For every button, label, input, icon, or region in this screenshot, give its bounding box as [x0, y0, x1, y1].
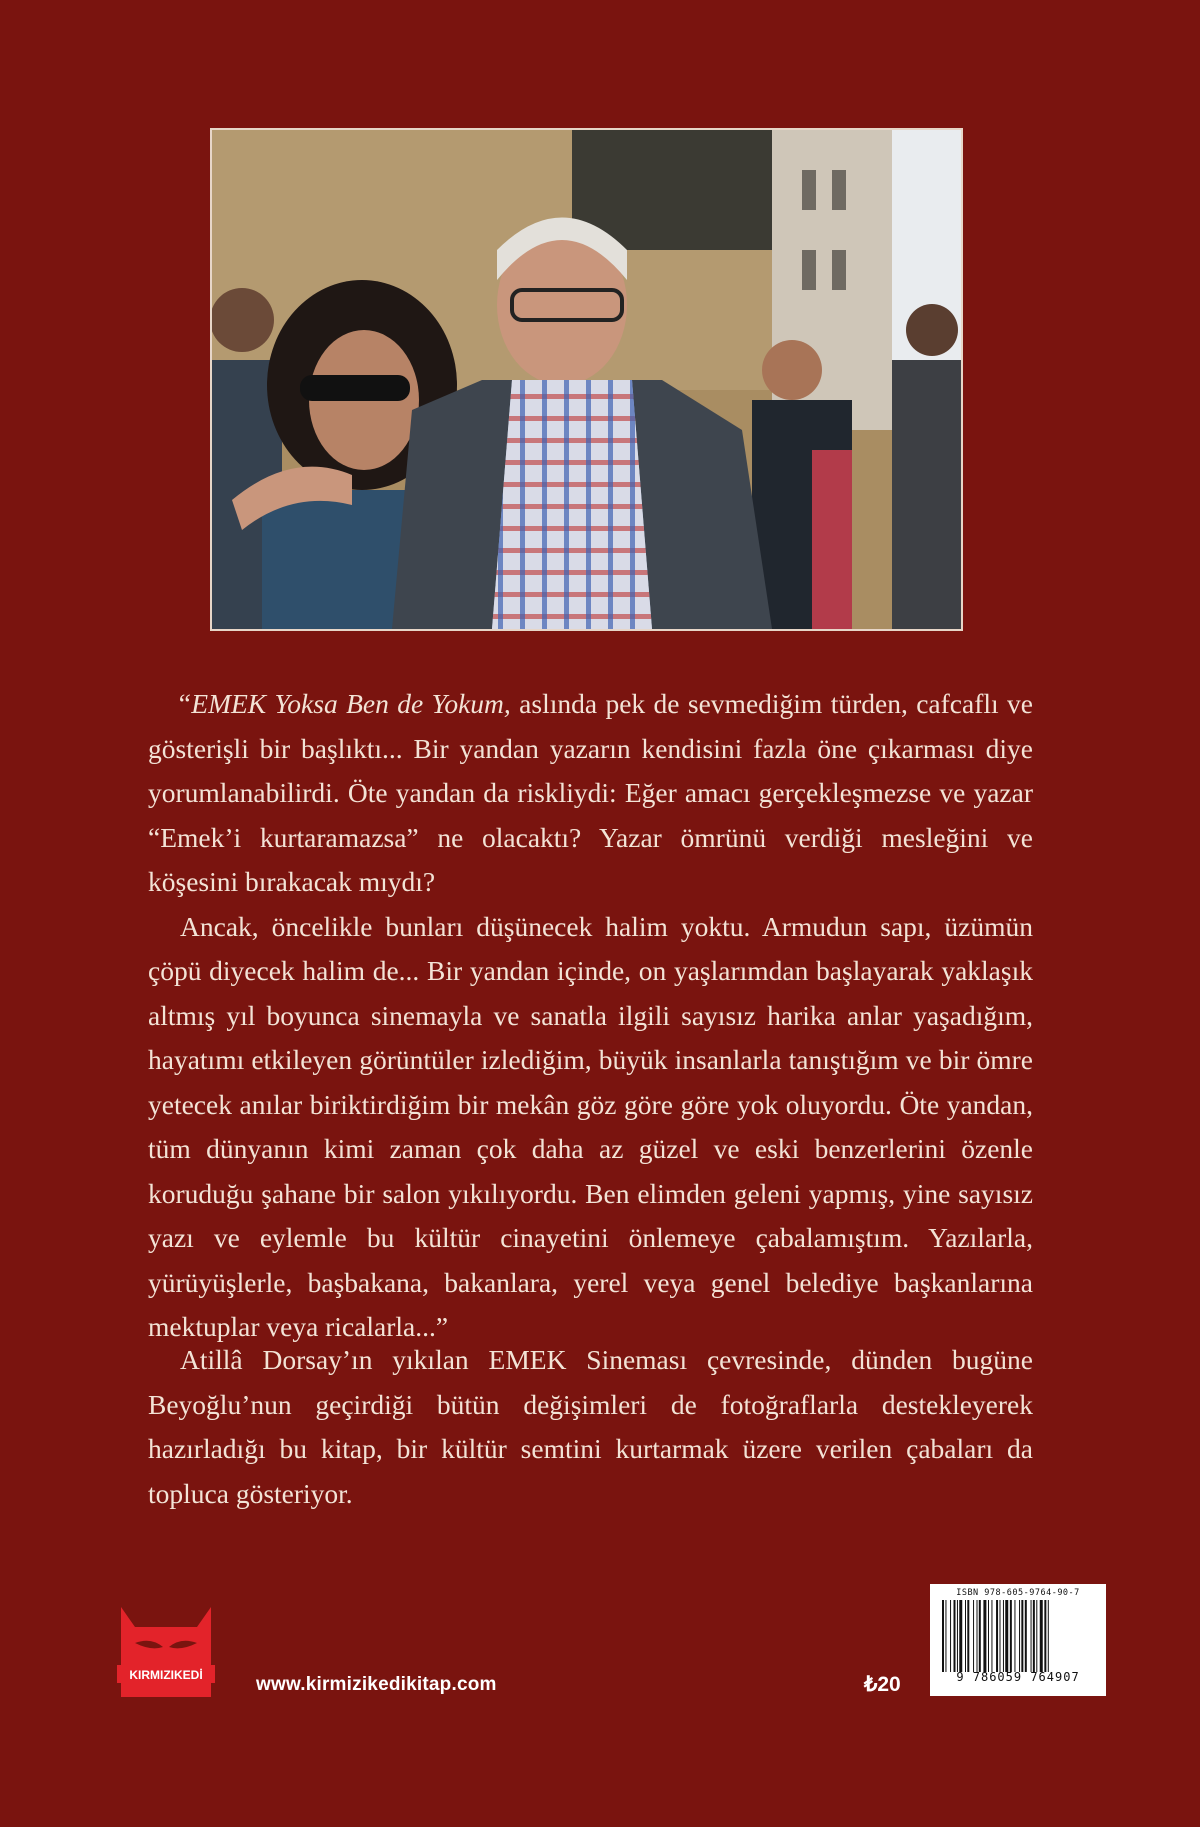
barcode-bar [957, 1600, 958, 1672]
red-cat-logo-icon [113, 1597, 219, 1697]
barcode-bar [1019, 1600, 1020, 1672]
cover-photo [210, 128, 963, 631]
barcode-bar [942, 1600, 944, 1672]
barcode-bar [1036, 1600, 1037, 1672]
barcode-bar [1040, 1600, 1043, 1672]
quote-paragraph-1 [148, 682, 1033, 905]
barcode-bar [1010, 1600, 1012, 1672]
barcode-bar [1003, 1600, 1004, 1672]
price: ₺20 [864, 1673, 901, 1696]
isbn-barcode [930, 1584, 1106, 1696]
back-cover-quote [148, 682, 1033, 1350]
barcode-bars [938, 1600, 1098, 1672]
barcode-bar [1031, 1600, 1032, 1672]
isbn-digits: 9 786059 764907 [956, 1670, 1080, 1684]
quote-paragraph-1-text: aslında pek de sevmediğim türden, cafcaflı ve gösterişli bir başlıktı... Bir yandan yazarın kendisini fazla öne çıkarması diye yorumlanabilirdi. Öte yandan da riskliydi: Eğer amacı gerçekleşmezse ve yazar “Emek’i kurtaramazsa” ne olacaktı? Yazar ömrünü verdiği mesleğini ve köşesini bırakacak mıydı? [148, 688, 1033, 897]
quote-title-italic: “EMEK Yoksa Ben de Yokum, [176, 688, 511, 719]
barcode-bar [1005, 1600, 1008, 1672]
publisher-website[interactable]: www.kirmizikedikitap.com [256, 1674, 497, 1695]
barcode-bar [1048, 1600, 1049, 1672]
isbn-label: ISBN 978-605-9764-90-7 [956, 1588, 1080, 1598]
book-summary [148, 1338, 1033, 1516]
barcode-bar [1033, 1600, 1035, 1672]
barcode-bar [983, 1600, 986, 1672]
svg-text:KIRMIZIKEDİ: KIRMIZIKEDİ [129, 1668, 203, 1682]
publisher-logo [113, 1597, 219, 1697]
barcode-bar [991, 1600, 992, 1672]
barcode-bar [977, 1600, 978, 1672]
barcode-bar [1025, 1600, 1027, 1672]
barcode-bar [1044, 1600, 1046, 1672]
barcode-bar [959, 1600, 962, 1672]
photo-icon [212, 130, 961, 629]
barcode-bar [950, 1600, 951, 1672]
barcode-bar [996, 1600, 998, 1672]
barcode-bar [967, 1600, 969, 1672]
quote-paragraph-2: Ancak, öncelikle bunları düşünecek halim yoktu. Armudun sapı, üzümün çöpü diyecek halim de... Bir yandan içinde, on yaşlarımdan başlayarak yaklaşık altmış yıl boyunca sinemayla ve sanatla ilgili sayısız harika anlar yaşadığım, hayatımı etkileyen görüntüler izlediğim, büyük insanlarla tanıştığım ve bir ömre yetecek anılar biriktirdiğim bir mekân göz göre göre yok oluyordu. Öte yandan, tüm dünyanın kimi zaman çok daha az güzel ve eski benzerlerini özenle koruduğu şahane bir salon yıkılıyordu. Ben elimden geleni yapmış, yine sayısız yazı ve eylemle bu kültür cinayetini önlemeye çabalamıştım. Yazılarla, yürüyüşlerle, başbakana, bakanlara, yerel veya genel belediye başkanlarına mektuplar veya ricalarla...” [148, 910, 1033, 1342]
barcode-bar [1014, 1600, 1015, 1672]
barcode-bar [988, 1600, 989, 1672]
barcode-bar [954, 1600, 956, 1672]
barcode-bar [1000, 1600, 1001, 1672]
summary-paragraph: Atillâ Dorsay’ın yıkılan EMEK Sineması çevresinde, dünden bugüne Beyoğlu’nun geçirdiği bütün değişimleri de fotoğraflarla destekleyerek hazırladığı bu kitap, bir kültür semtini kurtarmak üzere verilen çabaları da topluca gösteriyor. [148, 1344, 1033, 1509]
barcode-bar [973, 1600, 974, 1672]
barcode-bar [965, 1600, 966, 1672]
barcode-bar [1021, 1600, 1023, 1672]
barcode-bar [979, 1600, 981, 1672]
barcode-bar [945, 1600, 946, 1672]
